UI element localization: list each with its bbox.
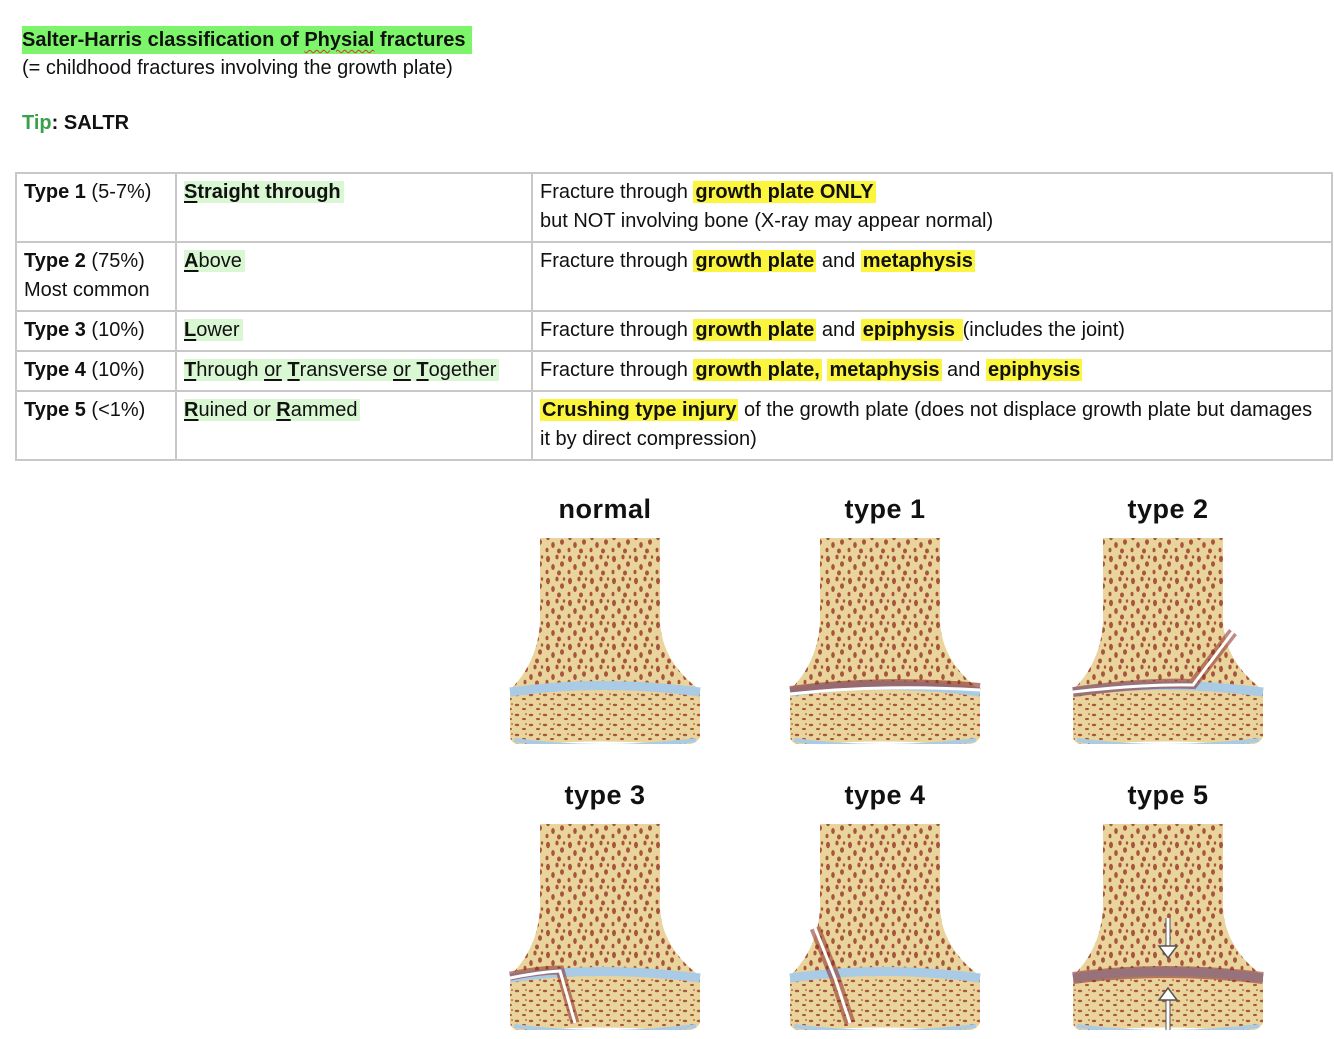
mnemonic-highlight [184,359,499,381]
table-row [16,173,1332,242]
type-percent: (5-7%) [85,181,152,203]
description-cell [532,242,1332,311]
mnemonic-rest: ransverse [299,359,394,381]
desc-tail: (includes the joint) [962,319,1125,341]
type-label: Type 1 [24,181,86,203]
table-row [16,242,1332,311]
mnemonic-cell [176,242,532,311]
mnemonic-highlight [184,399,360,421]
type-cell [16,173,176,242]
mnemonic-letter: T [416,359,429,381]
type-label: Type 5 [24,399,86,421]
desc-highlight: epiphysis [987,359,1081,381]
figure-type1 [765,494,1005,744]
compression-shading [1073,972,1263,978]
type-cell [16,391,176,460]
mnemonic-letter: S [184,181,198,203]
bone-illustration [485,818,725,1030]
tip-text: SALTR [63,112,130,134]
desc-highlight: epiphysis [862,319,961,341]
mnemonic-or: or [393,359,411,381]
desc-mid: and [816,250,861,272]
desc-mid: and [816,319,861,341]
bone-illustration [1048,818,1288,1030]
mnemonic-rest: traight through [197,181,341,203]
desc-lead: Fracture through [540,359,694,381]
title-prefix: Salter-Harris classification of [22,29,305,51]
mnemonic-letter: A [184,250,199,272]
figure-title: type 3 [564,780,646,810]
type-note: Most common [24,279,150,301]
type-label: Type 4 [24,359,86,381]
document-subtitle: (= childhood fractures involving the growth plate) [22,57,453,79]
figure-type3 [485,780,725,1030]
desc-lead: Fracture through [540,181,694,203]
desc-highlight: metaphysis [829,359,940,381]
mnemonic-rest: ammed [290,399,358,421]
desc-lead: Fracture through [540,319,694,341]
tip-separator: : [51,112,64,134]
title-suffix: fractures [374,29,466,51]
desc-line2: but NOT involving bone (X-ray may appear normal) [540,210,994,232]
mnemonic-rest: bove [198,250,242,272]
figure-title: normal [558,494,652,524]
title-misspelled-word: Physial [304,29,375,51]
figure-type4 [765,780,1005,1030]
bone-illustration [485,532,725,744]
mnemonic-rest: hrough [196,359,265,381]
bone-illustration [1048,532,1288,744]
description-cell [532,173,1332,242]
mnemonic-cell [176,311,532,351]
type-label: Type 2 [24,250,86,272]
mnemonic-letter: L [184,319,197,341]
type-cell [16,242,176,311]
mnemonic-rest: uined or [198,399,277,421]
desc-mid: and [941,359,986,381]
document-header [22,26,472,82]
type-label: Type 3 [24,319,86,341]
desc-highlight: growth plate, [695,359,820,381]
desc-highlight: growth plate [695,250,815,272]
type-percent: (<1%) [85,399,146,421]
salter-harris-table [15,172,1333,461]
mnemonic-highlight [184,181,344,203]
mnemonic-rest: ogether [428,359,497,381]
mnemonic-highlight [184,250,245,272]
figure-type5 [1048,780,1288,1030]
mnemonic-cell [176,173,532,242]
mnemonic-rest: ower [196,319,240,341]
figure-type2 [1048,494,1288,744]
bone-illustration [765,532,1005,744]
table-row [16,391,1332,460]
desc-highlight: Crushing type injury [542,399,737,421]
desc-rest: of the growth plate (does not displace growth plate but damages it by direct compression) [540,399,1313,450]
type-cell [16,311,176,351]
mnemonic-letter: T [184,359,197,381]
mnemonic-highlight [184,319,243,341]
bone-illustration [765,818,1005,1030]
table-row [16,351,1332,391]
figure-title: type 5 [1127,780,1209,810]
description-cell [532,351,1332,391]
mnemonic-or: or [264,359,282,381]
type-percent: (10%) [85,359,145,381]
mnemonic-cell [176,351,532,391]
figure-title: type 1 [844,494,926,524]
type-percent: (10%) [85,319,145,341]
figure-title: type 4 [844,780,926,810]
mnemonic-letter: T [287,359,300,381]
mnemonic-letter: R [184,399,199,421]
mnemonic-cell [176,391,532,460]
description-cell [532,311,1332,351]
table-row [16,311,1332,351]
type-cell [16,351,176,391]
tip-label: Tip [22,112,52,134]
description-cell [532,391,1332,460]
mnemonic-letter: R [276,399,291,421]
desc-highlight: growth plate ONLY [695,181,874,203]
type-percent: (75%) [85,250,145,272]
document-title [22,26,472,54]
desc-highlight: growth plate [695,319,815,341]
desc-lead: Fracture through [540,250,694,272]
figure-normal [485,494,725,744]
figure-title: type 2 [1127,494,1209,524]
tip-line [22,112,129,135]
desc-highlight: metaphysis [862,250,973,272]
